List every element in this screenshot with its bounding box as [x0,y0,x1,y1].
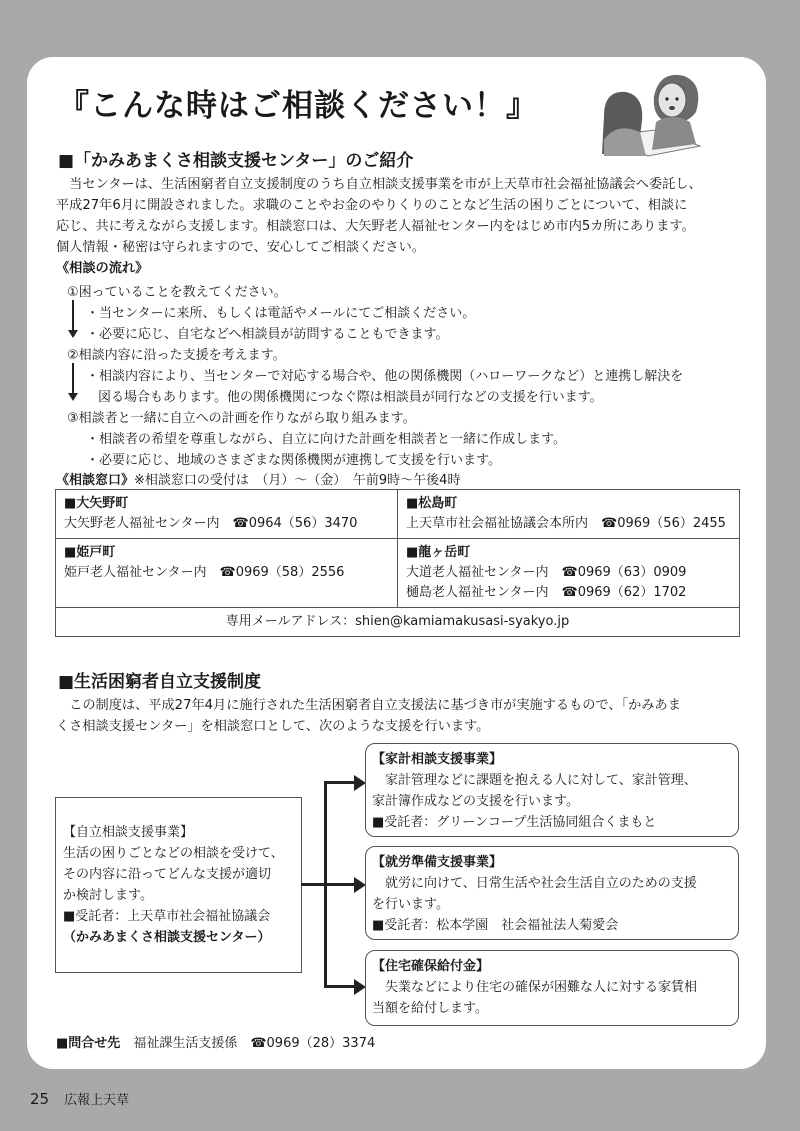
down-arrow-icon [68,393,78,401]
box-line: 家計簿作成などの支援を行います。 [372,794,579,809]
flow-detail: ・相談者の希望を尊重しながら、自立に向けた計画を相談者と一緒に作成します。 [86,432,566,447]
office-name: ■龍ヶ岳町 [406,545,471,560]
office-phone[interactable]: ☎0969（58）2556 [219,565,345,580]
box-line: 就労に向けて、日常生活や社会生活自立のための支援 [372,876,697,891]
office-phone[interactable]: ☎0964（56）3470 [232,516,358,531]
office-place: 大道老人福祉センター内 [406,565,549,580]
household-budget-support-box [365,743,739,837]
offices-table [55,489,740,637]
office-contact [64,514,389,534]
contact-label: ■問合せ先 [56,1036,121,1051]
box-title: 【自立相談支援事業】 [63,825,194,840]
intro-line: 当センターは、生活困窮者自立支援制度のうち自立相談支援事業を市が上天草市社会福祉協議会へ委託し、 [56,177,702,192]
office-himedo [56,539,398,608]
offices-heading-row [56,469,460,488]
flow-detail: ・相談内容により、当センターで対応する場合や、他の関係機関（ハローワークなど）と連携し解決を [86,369,684,384]
employment-prep-support-box [365,846,739,940]
office-name: ■松島町 [406,496,458,511]
flow-detail: ・必要に応じ、自宅などへ相談員が訪問することもできます。 [86,327,449,342]
flow-detail: 図る場合もあります。他の関係機関につなぐ際は相談員が同行などの支援を行います。 [98,390,603,405]
system-line: くさ相談支援センター」を相談窓口として、次のような支援を行います。 [56,719,490,734]
offices-heading: 《相談窓口》 [56,473,135,488]
box-title: 【家計相談支援事業】 [372,752,503,767]
box-line: 当額を給付します。 [372,1001,488,1016]
box-line: ■受託者：グリーンコープ生活協同組合くまもと [372,815,657,830]
box-line: 家計管理などに課題を抱える人に対して、家計管理、 [372,773,697,788]
housing-benefit-box [365,950,739,1026]
flow-heading: 《相談の流れ》 [56,261,149,276]
system-heading: ■生活困窮者自立支援制度 [58,672,262,692]
box-line: ■受託者：上天草市社会福祉協議会 [63,909,271,924]
flow-detail: ・必要に応じ、地域のさまざまな関係機関が連携して支援を行います。 [86,453,501,468]
office-phone[interactable]: ☎0969（63）0909 [561,565,687,580]
intro-line: 応じ、共に考えながら支援します。相談窓口は、大矢野老人福祉センター内をはじめ市内5カ所にあります。 [56,219,695,234]
box-line: 失業などにより住宅の確保が困難な人に対する家賃相 [372,980,698,995]
office-name: ■姫戸町 [64,545,116,560]
box-line: （かみあまくさ相談支援センター） [63,930,271,945]
intro-line: 個人情報・秘密は守られますので、安心してご相談ください。 [56,240,425,255]
office-contact [64,563,389,583]
office-phone[interactable]: ☎0969（56）2455 [601,516,726,531]
offices-hours-note: ※相談窓口の受付は （月）～（金） 午前9時～午後4時 [134,473,461,488]
intro-paragraph [56,174,702,258]
connector-line [324,985,358,988]
office-place: 姫戸老人福祉センター内 [64,565,207,580]
connector-line [324,883,358,886]
system-paragraph [56,695,681,737]
connector-line [324,781,358,784]
office-place: 樋島老人福祉センター内 [406,585,549,600]
contact-email-link[interactable]: 専用メールアドレス：shien@kamiamakusasi-syakyo.jp [225,614,570,629]
contact-phone[interactable]: ☎0969（28）3374 [250,1036,376,1051]
box-line: を行います。 [372,897,449,912]
office-phone[interactable]: ☎0969（62）1702 [561,585,687,600]
box-line: その内容に沿ってどんな支援が適切 [63,867,272,882]
office-contact [406,583,731,603]
flow-detail: ・当センターに来所、もしくは電話やメールにてご相談ください。 [86,306,476,321]
down-arrow-icon [68,330,78,338]
email-row [56,608,740,637]
flow-step-1: ①困っていることを教えてください。 [67,285,287,300]
box-line: 生活の困りごとなどの相談を受けて、 [63,846,284,861]
contact-row [56,1032,375,1051]
page-title: 『こんな時はご相談ください！』 [58,88,538,124]
connector-line [301,883,326,886]
publication-name: 広報上天草 [64,1093,130,1108]
intro-heading: ■「かみあまくさ相談支援センター」のご紹介 [58,151,414,171]
office-place: 大矢野老人福祉センター内 [64,516,220,531]
office-name: ■大矢野町 [64,496,129,511]
box-line: か検討します。 [63,888,153,903]
office-place: 上天草市社会福祉協議会本所内 [406,516,589,531]
contact-dept: 福祉課生活支援係 [133,1036,238,1051]
flow-arrow-line [72,300,74,330]
system-line: この制度は、平成27年4月に施行された生活困窮者自立支援法に基づき市が実施するもので、「かみあま [56,698,681,713]
box-title: 【就労準備支援事業】 [372,855,503,870]
page-number: 25 [30,1090,50,1108]
box-title: 【住宅確保給付金】 [372,959,490,974]
office-matsushima [398,490,740,539]
office-contact [406,563,731,583]
office-ryugatake [398,539,740,608]
box-line: ■受託者：松本学園 社会福祉法人菊愛会 [372,918,619,933]
intro-line: 平成27年6月に開設されました。求職のことやお金のやりくりのことなど生活の困りごとについて、相談に [56,198,688,213]
office-oyano [56,490,398,539]
consultation-illustration [596,66,708,166]
flow-step-3: ③相談者と一緒に自立への計画を作りながら取り組みます。 [67,411,416,426]
self-reliance-support-box [55,797,302,973]
flow-arrow-line [72,363,74,393]
page-footer [30,1088,129,1109]
flow-step-2: ②相談内容に沿った支援を考えます。 [67,348,286,363]
office-contact [406,514,731,534]
